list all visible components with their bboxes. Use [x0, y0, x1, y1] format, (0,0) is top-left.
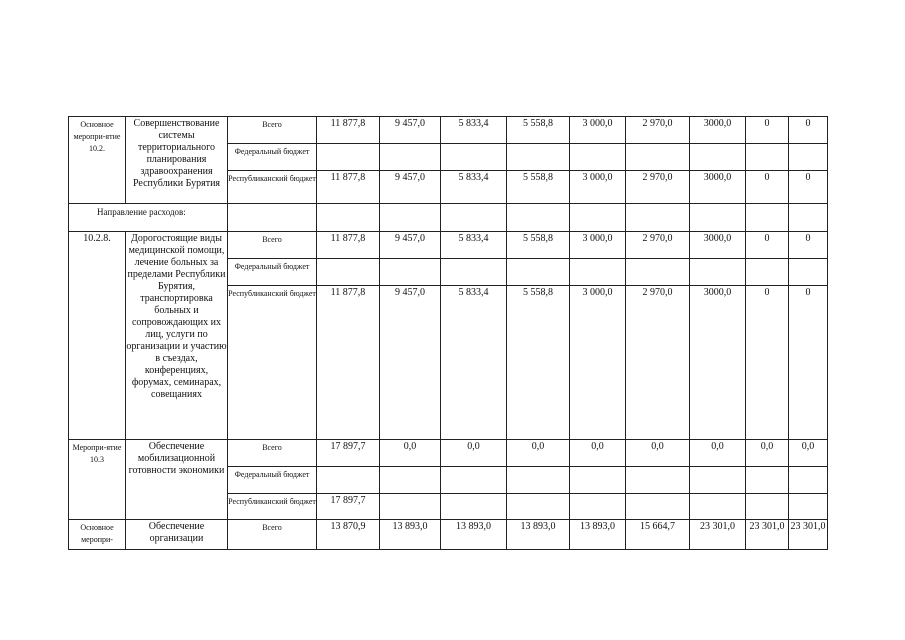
value-cell: [507, 144, 570, 171]
funding-source: Всего: [228, 232, 317, 259]
activity-code: Основное меропри-: [69, 520, 126, 550]
funding-source: Всего: [228, 520, 317, 550]
value-cell: 13 893,0: [441, 520, 507, 550]
value-cell: 0,0: [380, 440, 441, 467]
value-cell: 0,0: [626, 440, 690, 467]
activity-name: Обеспечение мобилизационной готовности экономики: [126, 440, 228, 520]
value-cell: 11 877,8: [317, 286, 380, 440]
value-cell: [690, 467, 746, 494]
value-cell: 5 833,4: [441, 232, 507, 259]
value-cell: [441, 144, 507, 171]
value-cell: [746, 467, 789, 494]
value-cell: 0: [746, 286, 789, 440]
value-cell: [626, 259, 690, 286]
value-cell: 5 558,8: [507, 232, 570, 259]
value-cell: 0,0: [441, 440, 507, 467]
value-cell: 0,0: [746, 440, 789, 467]
value-cell: [507, 259, 570, 286]
funding-source: Федеральный бюджет: [228, 259, 317, 286]
value-cell: [789, 494, 828, 520]
value-cell: 5 558,8: [507, 171, 570, 204]
value-cell: 0,0: [507, 440, 570, 467]
value-cell: 5 558,8: [507, 286, 570, 440]
value-cell: 11 877,8: [317, 117, 380, 144]
value-cell: [570, 494, 626, 520]
value-cell: [690, 494, 746, 520]
value-cell: 13 893,0: [380, 520, 441, 550]
value-cell: 3 000,0: [570, 286, 626, 440]
value-cell: 15 664,7: [626, 520, 690, 550]
funding-source: Всего: [228, 117, 317, 144]
activity-name: Дорогостоящие виды медицинской помощи, лечение больных за пределами Республики Бурятия, транспортировка больных и сопровождающих их лиц, услуги по организации и участию в съездах, конференциях, форумах, семинарах, совещаниях: [126, 232, 228, 440]
table-row: [69, 440, 828, 467]
value-cell: [626, 144, 690, 171]
value-cell: [441, 467, 507, 494]
funding-source: Всего: [228, 440, 317, 467]
value-cell: 13 893,0: [507, 520, 570, 550]
value-cell: 9 457,0: [380, 232, 441, 259]
value-cell: 5 833,4: [441, 117, 507, 144]
value-cell: [690, 259, 746, 286]
value-cell: 3000,0: [690, 232, 746, 259]
activity-code: Основное меропри-ятие 10.2.: [69, 117, 126, 204]
table-row: [69, 520, 828, 550]
value-cell: 5 833,4: [441, 171, 507, 204]
value-cell: 0,0: [690, 440, 746, 467]
value-cell: [507, 494, 570, 520]
value-cell: 9 457,0: [380, 171, 441, 204]
value-cell: 9 457,0: [380, 117, 441, 144]
table-row: [69, 204, 828, 232]
value-cell: 3000,0: [690, 117, 746, 144]
table-row: [69, 117, 828, 144]
value-cell: 2 970,0: [626, 232, 690, 259]
value-cell: 3000,0: [690, 286, 746, 440]
value-cell: 23 301,0: [746, 520, 789, 550]
funding-source: Республиканский бюджет: [228, 286, 317, 440]
value-cell: [441, 259, 507, 286]
value-cell: [690, 144, 746, 171]
value-cell: 23 301,0: [789, 520, 828, 550]
value-cell: [746, 144, 789, 171]
value-cell: 11 877,8: [317, 232, 380, 259]
activity-name: Обеспечение организации: [126, 520, 228, 550]
value-cell: [626, 467, 690, 494]
value-cell: 3 000,0: [570, 117, 626, 144]
value-cell: [441, 494, 507, 520]
value-cell: [317, 467, 380, 494]
value-cell: 23 301,0: [690, 520, 746, 550]
value-cell: [746, 259, 789, 286]
direction-label: Направление расходов:: [69, 204, 228, 232]
value-cell: 0: [746, 117, 789, 144]
value-cell: 17 897,7: [317, 494, 380, 520]
value-cell: 11 877,8: [317, 171, 380, 204]
funding-source: Республиканский бюджет: [228, 494, 317, 520]
value-cell: 0,0: [789, 440, 828, 467]
value-cell: 0: [746, 171, 789, 204]
value-cell: 2 970,0: [626, 117, 690, 144]
value-cell: 13 870,9: [317, 520, 380, 550]
value-cell: [380, 144, 441, 171]
value-cell: [789, 467, 828, 494]
value-cell: 0: [746, 232, 789, 259]
activity-name: Совершенствование системы территориального планирования здравоохранения Республики Бурятия: [126, 117, 228, 204]
value-cell: 9 457,0: [380, 286, 441, 440]
value-cell: [380, 467, 441, 494]
value-cell: [380, 259, 441, 286]
value-cell: [789, 144, 828, 171]
funding-source: Федеральный бюджет: [228, 467, 317, 494]
value-cell: [507, 467, 570, 494]
budget-table: [68, 116, 828, 550]
value-cell: [317, 259, 380, 286]
table-row: [69, 232, 828, 259]
value-cell: 5 558,8: [507, 117, 570, 144]
funding-source: Республиканский бюджет: [228, 171, 317, 204]
value-cell: [570, 259, 626, 286]
value-cell: 3000,0: [690, 171, 746, 204]
value-cell: [570, 144, 626, 171]
funding-source: Федеральный бюджет: [228, 144, 317, 171]
value-cell: 0,0: [570, 440, 626, 467]
value-cell: 0: [789, 286, 828, 440]
value-cell: 3 000,0: [570, 171, 626, 204]
value-cell: 0: [789, 232, 828, 259]
value-cell: [380, 494, 441, 520]
value-cell: 3 000,0: [570, 232, 626, 259]
value-cell: 5 833,4: [441, 286, 507, 440]
value-cell: 17 897,7: [317, 440, 380, 467]
value-cell: 0: [789, 171, 828, 204]
value-cell: 0: [789, 117, 828, 144]
activity-code: Меропри-ятие 10.3: [69, 440, 126, 520]
value-cell: [570, 467, 626, 494]
value-cell: [317, 144, 380, 171]
value-cell: [626, 494, 690, 520]
value-cell: [746, 494, 789, 520]
value-cell: 13 893,0: [570, 520, 626, 550]
value-cell: 2 970,0: [626, 171, 690, 204]
value-cell: [789, 259, 828, 286]
value-cell: 2 970,0: [626, 286, 690, 440]
activity-code: 10.2.8.: [69, 232, 126, 440]
